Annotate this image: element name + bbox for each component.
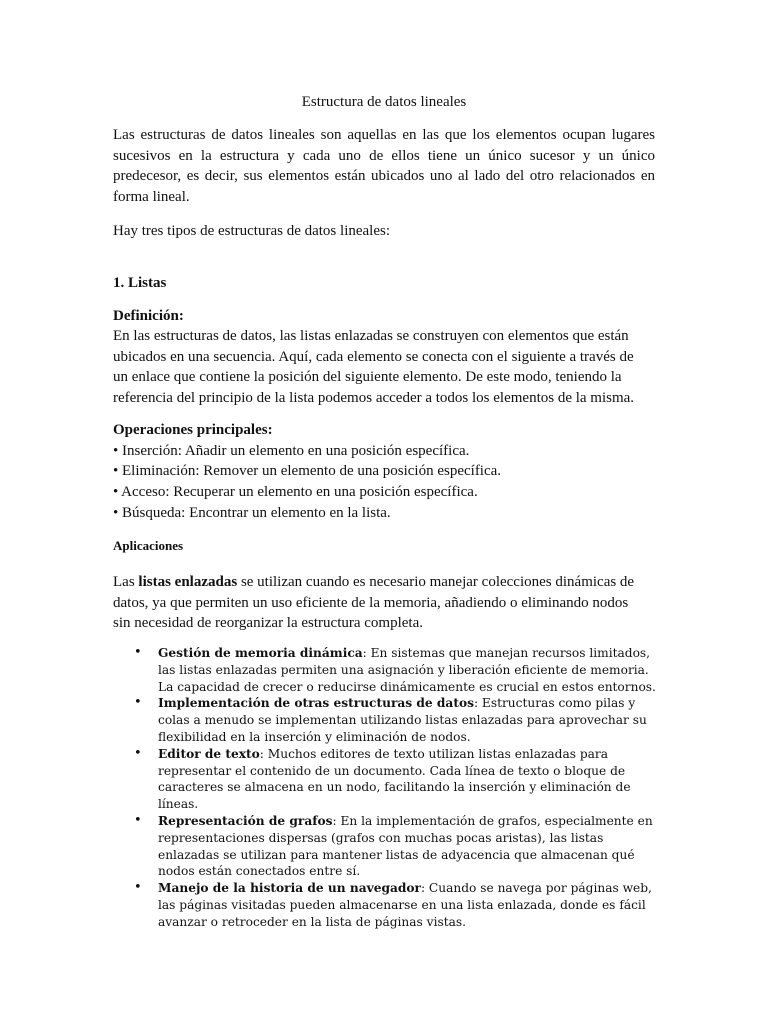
bullet-icon: • bbox=[134, 812, 142, 828]
document-title: Estructura de datos lineales bbox=[301, 94, 467, 110]
operation-item: • Inserción: Añadir un elemento en una posición específica. bbox=[113, 442, 470, 459]
application-item bbox=[134, 746, 659, 813]
operations-block bbox=[113, 420, 673, 524]
definition-label: Definición: bbox=[113, 308, 184, 324]
operation-item: • Búsqueda: Encontrar un elemento en la lista. bbox=[113, 504, 391, 521]
application-item bbox=[134, 880, 659, 930]
application-item bbox=[134, 695, 659, 745]
applications-intro bbox=[113, 572, 643, 634]
bullet-icon: • bbox=[134, 745, 142, 761]
section-heading-listas: 1. Listas bbox=[113, 275, 167, 291]
operation-item: • Acceso: Recuperar un elemento en una posición específica. bbox=[113, 484, 478, 501]
application-item bbox=[134, 645, 659, 695]
applications-intro-before: Las bbox=[113, 574, 139, 590]
application-text: : Cuando se navega por páginas web, las páginas visitadas pueden almacenarse en una lista enlazada, donde es fácil avanzar o retroceder en la lista de páginas vistas. bbox=[158, 881, 652, 929]
application-text: : Estructuras como pilas y colas a menudo se implementan utilizando listas enlazadas para aprovechar su flexibilidad en la inserción y eliminación de nodos. bbox=[158, 696, 647, 744]
application-term: Representación de grafos bbox=[158, 813, 333, 828]
operation-item: • Eliminación: Remover un elemento de una posición específica. bbox=[113, 463, 502, 480]
intro-paragraph: Las estructuras de datos lineales son aquellas en las que los elementos ocupan lugares sucesivos en la estructura y cada uno de ellos tiene un único sucesor y un único predecesor, es decir, sus elementos están ubicados uno al lado del otro relacionados en forma lineal. bbox=[113, 127, 655, 205]
operations-label: Operaciones principales: bbox=[113, 422, 273, 438]
application-term: Editor de texto bbox=[158, 746, 260, 761]
applications-intro-bold: listas enlazadas bbox=[138, 574, 238, 590]
application-term: Implementación de otras estructuras de datos bbox=[158, 696, 474, 711]
application-item bbox=[134, 813, 659, 880]
bullet-icon: • bbox=[134, 645, 142, 660]
applications-label: Aplicaciones bbox=[113, 538, 184, 553]
bullet-icon: • bbox=[134, 695, 142, 711]
applications-list bbox=[134, 645, 659, 931]
application-term: Gestión de memoria dinámica bbox=[158, 646, 363, 660]
application-text: : Muchos editores de texto utilizan listas enlazadas para representar el contenido de un documento. Cada línea de texto o bloque de caracteres se almacena en un nodo, facilitando la inserción y eliminación de líneas. bbox=[158, 746, 631, 812]
bullet-icon: • bbox=[134, 880, 142, 896]
applications-intro-after: se utilizan cuando es necesario manejar colecciones dinámicas de datos, ya que permiten un uso eficiente de la memoria, añadiendo o eliminando nodos sin necesidad de reorganizar la estructura completa. bbox=[113, 574, 635, 631]
application-text: : En sistemas que manejan recursos limitados, las listas enlazadas permiten una asignación y liberación eficiente de memoria. La capacidad de crecer o reducirse dinámicamente es crucial en estos entornos. bbox=[158, 646, 656, 694]
types-intro-line: Hay tres tipos de estructuras de datos lineales: bbox=[113, 223, 391, 239]
definition-paragraph: En las estructuras de datos, las listas enlazadas se construyen con elementos que están ubicados en una secuencia. Aquí, cada elemento se conecta con el siguiente a través de un enlace que contiene la posición del siguiente elemento. De este modo, teniendo la referencia del principio de la lista podemos acceder a todos los elementos de la misma. bbox=[113, 328, 635, 406]
application-term: Manejo de la historia de un navegador bbox=[158, 881, 421, 896]
application-text: : En la implementación de grafos, especialmente en representaciones dispersas (grafos con muchas pocas aristas), las listas enlazadas se utilizan para mantener listas de adyacencia que almacenan qué nodos están conectados entre sí. bbox=[158, 813, 653, 879]
